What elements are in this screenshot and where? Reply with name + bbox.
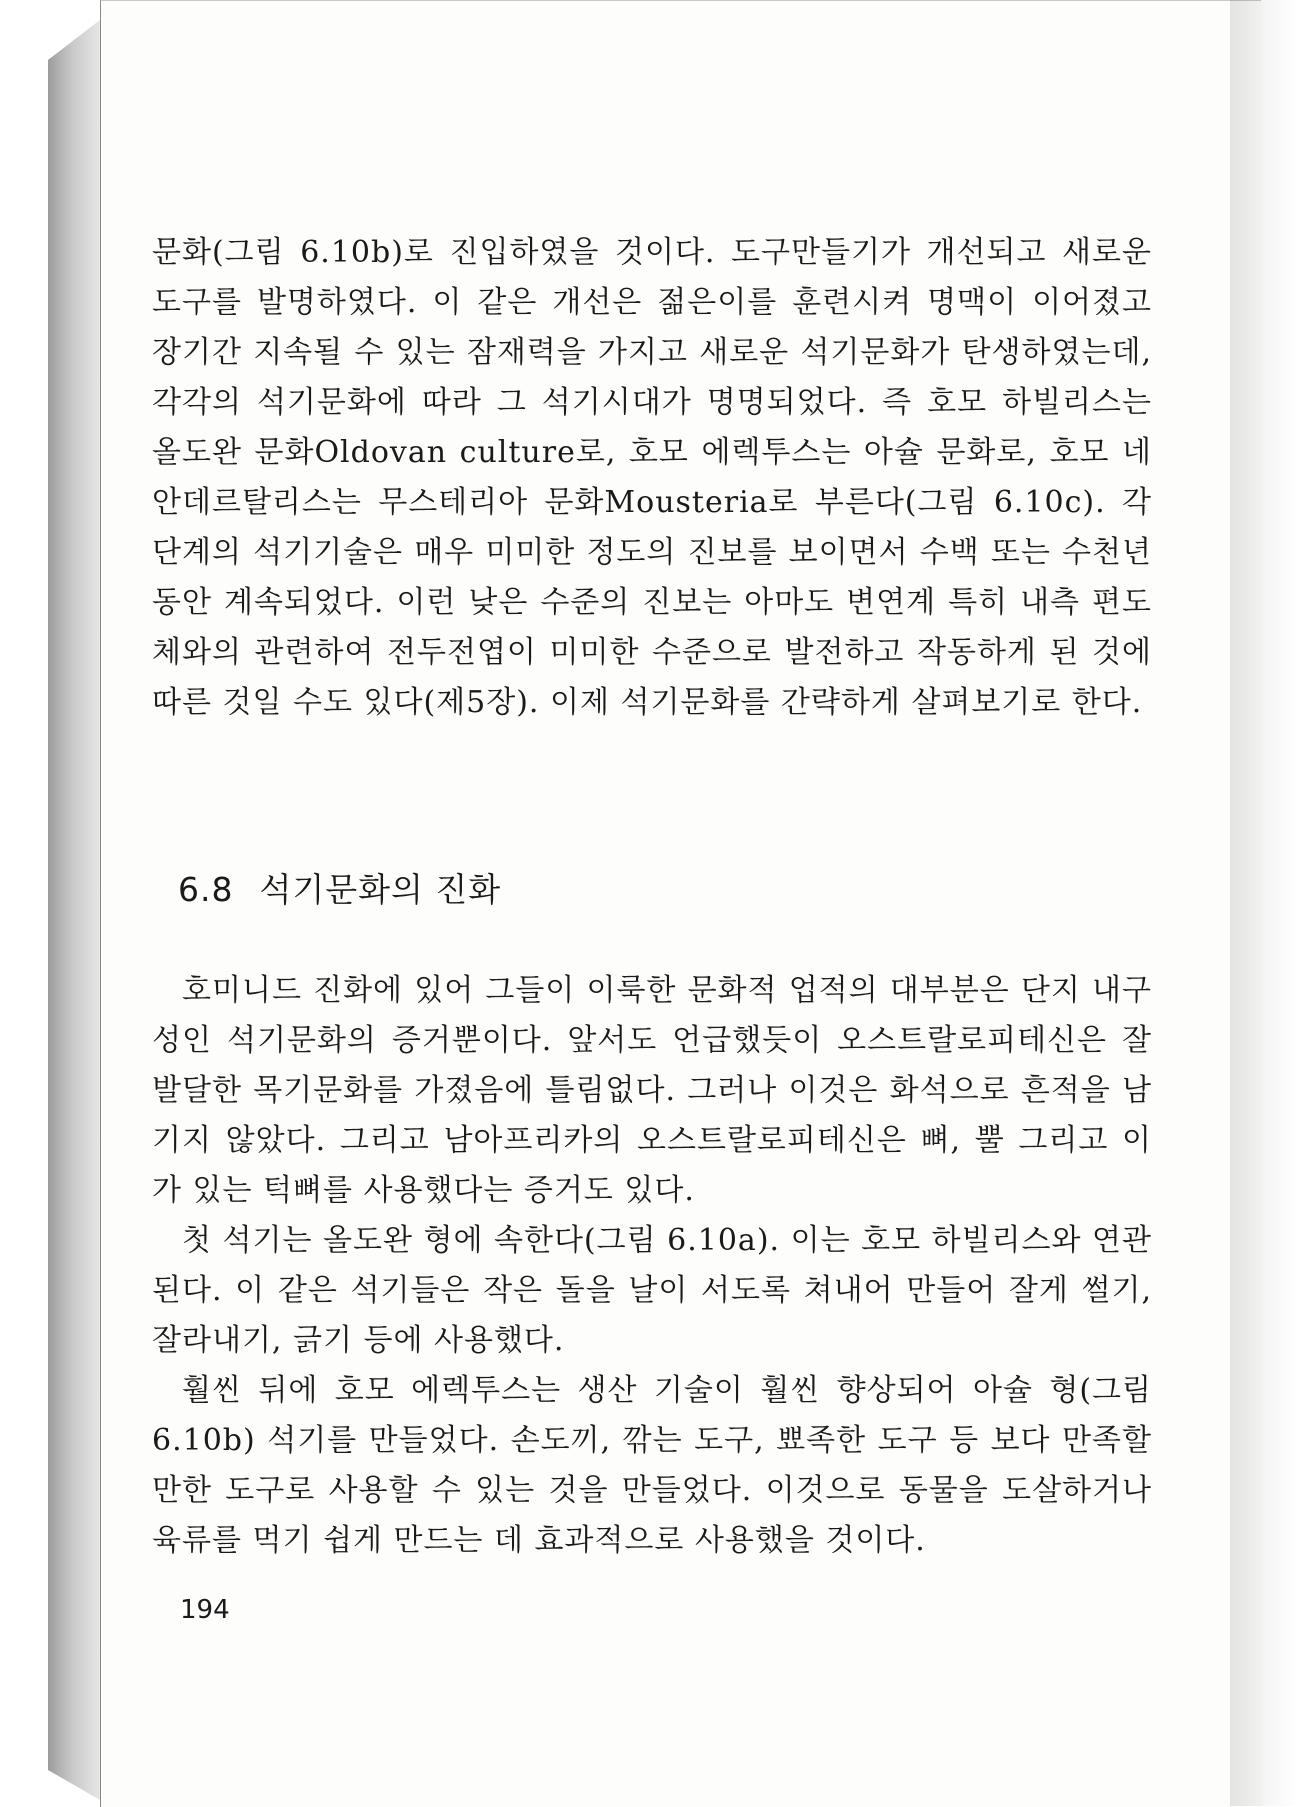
intro-text-block	[152, 228, 1152, 728]
book-spine	[48, 20, 100, 1800]
intro-paragraph: 문화(그림 6.10b)로 진입하였을 것이다. 도구만들기가 개선되고 새로운 도구를 발명하였다. 이 같은 개선은 젊은이를 훈련시켜 명맥이 이어졌고 장기간 지속될 수 있는 잠재력을 가지고 새로운 석기문화가 탄생하였는데, 각각의 석기문화에 따라 그 석기시대가 명명되었다. 즉 호모 하빌리스는 올도완 문화Oldovan culture로, 호모 에렉투스는 아슐 문화로, 호모 네안데르탈리스는 무스테리아 문화Mousteria로 부른다(그림 6.10c). 각 단계의 석기기술은 매우 미미한 정도의 진보를 보이면서 수백 또는 수천년 동안 계속되었다. 이런 낮은 수준의 진보는 아마도 변연계 특히 내측 편도체와의 관련하여 전두전엽이 미미한 수준으로 발전하고 작동하게 된 것에 따른 것일 수도 있다(제5장). 이제 석기문화를 간략하게 살펴보기로 한다.	[152, 235, 1152, 720]
section-number: 6.8	[178, 870, 234, 909]
body-paragraph: 호미니드 진화에 있어 그들이 이룩한 문화적 업적의 대부분은 단지 내구성인 석기문화의 증거뿐이다. 앞서도 언급했듯이 오스트랄로피테신은 잘 발달한 목기문화를 가졌음에 틀림없다. 그러나 이것은 화석으로 흔적을 남기지 않았다. 그리고 남아프리카의 오스트랄로피테신은 뼈, 뿔 그리고 이가 있는 턱뼈를 사용했다는 증거도 있다.	[152, 973, 1152, 1208]
section-body	[152, 966, 1152, 1566]
body-paragraph: 훨씬 뒤에 호모 에렉투스는 생산 기술이 훨씬 향상되어 아슐 형(그림 6.10b) 석기를 만들었다. 손도끼, 깎는 도구, 뾰족한 도구 등 보다 만족할 만한 도구로 사용할 수 있는 것을 만들었다. 이것으로 동물을 도살하거나 육류를 먹기 쉽게 만드는 데 효과적으로 사용했을 것이다.	[152, 1373, 1152, 1558]
page-number: 194	[180, 1595, 230, 1625]
section-title: 석기문화의 진화	[259, 870, 502, 909]
page-edge-shadow	[1230, 0, 1299, 1806]
section-heading	[178, 868, 501, 912]
body-paragraph: 첫 석기는 올도완 형에 속한다(그림 6.10a). 이는 호모 하빌리스와 연관된다. 이 같은 석기들은 작은 돌을 날이 서도록 쳐내어 만들어 잘게 썰기, 잘라내기, 긁기 등에 사용했다.	[152, 1223, 1152, 1358]
